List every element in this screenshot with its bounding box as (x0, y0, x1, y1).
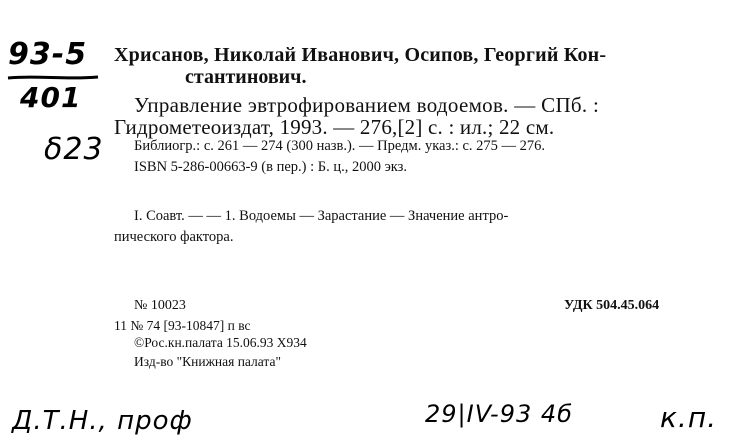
udk-code: УДК 504.45.064 (564, 298, 660, 313)
isbn-note: ISBN 5-286-00663-9 (в пер.) : Б. ц., 2000 экз. (134, 159, 408, 175)
tracing-line2: пического фактора. (114, 229, 234, 245)
title-line2: Гидрометеоиздат, 1993. — 276,[2] с. : ил.; 22 см. (114, 115, 555, 139)
handwritten-margin-mark: δ23 (44, 132, 104, 167)
handwritten-call-number-bottom: 401 (20, 81, 82, 114)
publisher-line: Изд-во "Книжная палата" (134, 354, 281, 369)
handwritten-date-code: 29|IV-93 4б (425, 400, 573, 428)
handwritten-degree: Д.Т.Н., проф (12, 406, 193, 436)
handwritten-call-number-top: 93-5 (8, 37, 88, 72)
authors-heading-line2: стантинович. (185, 66, 307, 88)
handwritten-initials: к.п. (660, 401, 718, 434)
tracing-line1: I. Соавт. — — 1. Водоемы — Зарастание — Значение антро- (134, 208, 509, 224)
authors-heading-line1: Хрисанов, Николай Иванович, Осипов, Георгий Кон- (114, 44, 607, 66)
book-chamber-stamp: ©Рос.кн.палата 15.06.93 Х934 (134, 335, 307, 350)
bibliography-note: Библиогр.: с. 261 — 274 (300 назв.). — Предм. указ.: с. 275 — 276. (134, 138, 546, 154)
card-number: № 10023 (134, 298, 186, 313)
title-line1: Управление эвтрофированием водоемов. — СПб. : (134, 93, 600, 117)
record-number: 11 № 74 [93-10847] п вс (114, 318, 251, 333)
